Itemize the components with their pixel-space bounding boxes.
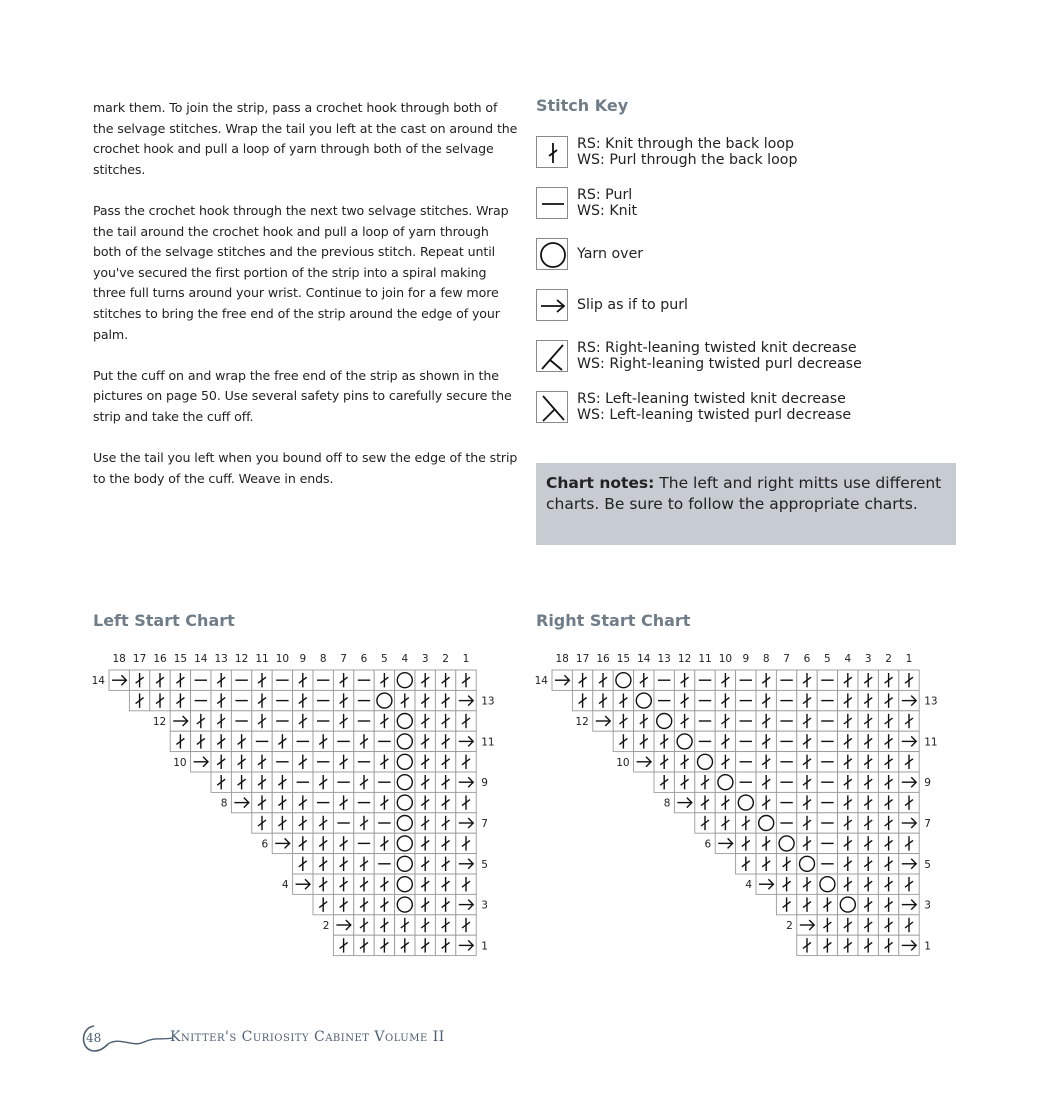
row-number: 12 xyxy=(575,716,589,728)
key-line: WS: Knit xyxy=(577,203,638,219)
row-number: 8 xyxy=(220,797,228,810)
column-number: 15 xyxy=(173,653,188,665)
column-number: 9 xyxy=(299,653,307,665)
row-number: 5 xyxy=(924,858,931,871)
body-paragraph: mark them. To join the strip, pass a crochet hook through both of the selvage stitches. Wrap the tail you left at the cast on around the crochet hook and pull a loop of yarn through both of the selvage stitches. xyxy=(93,100,518,177)
column-number: 5 xyxy=(824,653,831,665)
column-number: 15 xyxy=(616,653,631,665)
row-number: 1 xyxy=(924,940,931,953)
row-number: 7 xyxy=(481,818,488,830)
row-number: 4 xyxy=(281,879,289,892)
column-number: 10 xyxy=(275,653,290,665)
row-number: 4 xyxy=(745,879,752,892)
book-title-text: Knitter's Curiosity Cabinet Volume II xyxy=(170,1029,445,1045)
column-number: 16 xyxy=(153,653,167,665)
row-number: 7 xyxy=(924,818,931,830)
column-number: 12 xyxy=(234,653,249,665)
column-number: 12 xyxy=(677,653,692,665)
column-number: 6 xyxy=(360,653,368,665)
stitch-key-title: Stitch Key xyxy=(536,96,629,115)
column-number: 3 xyxy=(864,653,872,665)
column-number: 2 xyxy=(442,653,449,665)
row-number: 6 xyxy=(704,838,712,851)
column-number: 8 xyxy=(319,653,327,665)
key-line: RS: Knit through the back loop xyxy=(577,136,795,152)
key-line: RS: Right-leaning twisted knit decrease xyxy=(577,340,857,356)
column-number: 8 xyxy=(762,653,770,665)
row-number: 13 xyxy=(481,695,495,708)
row-number: 10 xyxy=(616,756,630,769)
key-line: WS: Purl through the back loop xyxy=(577,152,798,168)
key-line: RS: Left-leaning twisted knit decrease xyxy=(577,391,846,407)
key-line: Slip as if to purl xyxy=(577,297,688,313)
key-line: Yarn over xyxy=(577,246,644,262)
key-line: RS: Purl xyxy=(577,187,633,203)
row-number: 9 xyxy=(481,777,488,790)
row-number: 14 xyxy=(91,675,105,688)
body-paragraph: Put the cuff on and wrap the free end of the strip as shown in the pictures on page 50. Use several safety pins to carefully secure the strip and take the cuff off. xyxy=(93,367,512,424)
column-number: 5 xyxy=(381,653,388,665)
row-number: 3 xyxy=(924,899,931,912)
column-number: 9 xyxy=(742,653,750,665)
body-paragraph: Use the tail you left when you bound off to sew the edge of the strip to the body of the cuff. Weave in ends. xyxy=(93,450,518,486)
row-number: 10 xyxy=(173,756,187,769)
column-number: 16 xyxy=(596,653,610,665)
column-number: 7 xyxy=(340,653,347,665)
row-number: 9 xyxy=(924,777,931,790)
key-line: WS: Left-leaning twisted purl decrease xyxy=(577,407,852,423)
left-chart-title: Left Start Chart xyxy=(93,611,235,630)
column-number: 1 xyxy=(462,653,470,665)
column-number: 11 xyxy=(698,653,712,665)
column-number: 6 xyxy=(803,653,811,665)
right-chart-title: Right Start Chart xyxy=(536,611,691,630)
column-number: 17 xyxy=(132,653,147,665)
column-number: 3 xyxy=(421,653,429,665)
row-number: 6 xyxy=(261,838,269,851)
row-number: 14 xyxy=(534,675,548,688)
column-number: 18 xyxy=(555,653,569,665)
row-number: 11 xyxy=(481,736,495,749)
row-number: 1 xyxy=(481,940,488,953)
column-number: 13 xyxy=(214,653,228,665)
chart-notes-label: Chart notes: xyxy=(546,474,655,492)
row-number: 12 xyxy=(152,716,167,728)
column-number: 4 xyxy=(844,653,852,665)
column-number: 17 xyxy=(575,653,590,665)
column-number: 1 xyxy=(905,653,913,665)
column-number: 14 xyxy=(637,653,651,665)
column-number: 10 xyxy=(718,653,733,665)
key-line: WS: Right-leaning twisted purl decrease xyxy=(577,356,862,372)
row-number: 8 xyxy=(663,797,671,810)
column-number: 14 xyxy=(194,653,208,665)
column-number: 2 xyxy=(885,653,892,665)
column-number: 4 xyxy=(401,653,409,665)
row-number: 13 xyxy=(924,695,938,708)
column-number: 7 xyxy=(783,653,790,665)
column-number: 13 xyxy=(657,653,671,665)
column-number: 11 xyxy=(255,653,269,665)
row-number: 5 xyxy=(481,858,488,871)
body-paragraph: Pass the crochet hook through the next two selvage stitches. Wrap the tail around the crochet hook and pull a loop of yarn through both of the selvage stitches and the previous stitch. Repeat until you've secured the first portion of the strip into a spiral making three full turns around your wrist. Continue to join for a few more stitches to bring the free end of the strip around the edge of your palm. xyxy=(93,202,509,342)
row-number: 2 xyxy=(322,920,330,932)
row-number: 3 xyxy=(481,899,488,912)
column-number: 18 xyxy=(112,653,126,665)
chart-notes-text: The left and right mitts use different charts. Be sure to follow the appropriate charts. xyxy=(546,474,942,513)
page-number: 48 xyxy=(86,1031,102,1045)
row-number: 11 xyxy=(924,736,938,749)
row-number: 2 xyxy=(786,920,793,932)
book-title xyxy=(170,1029,445,1045)
